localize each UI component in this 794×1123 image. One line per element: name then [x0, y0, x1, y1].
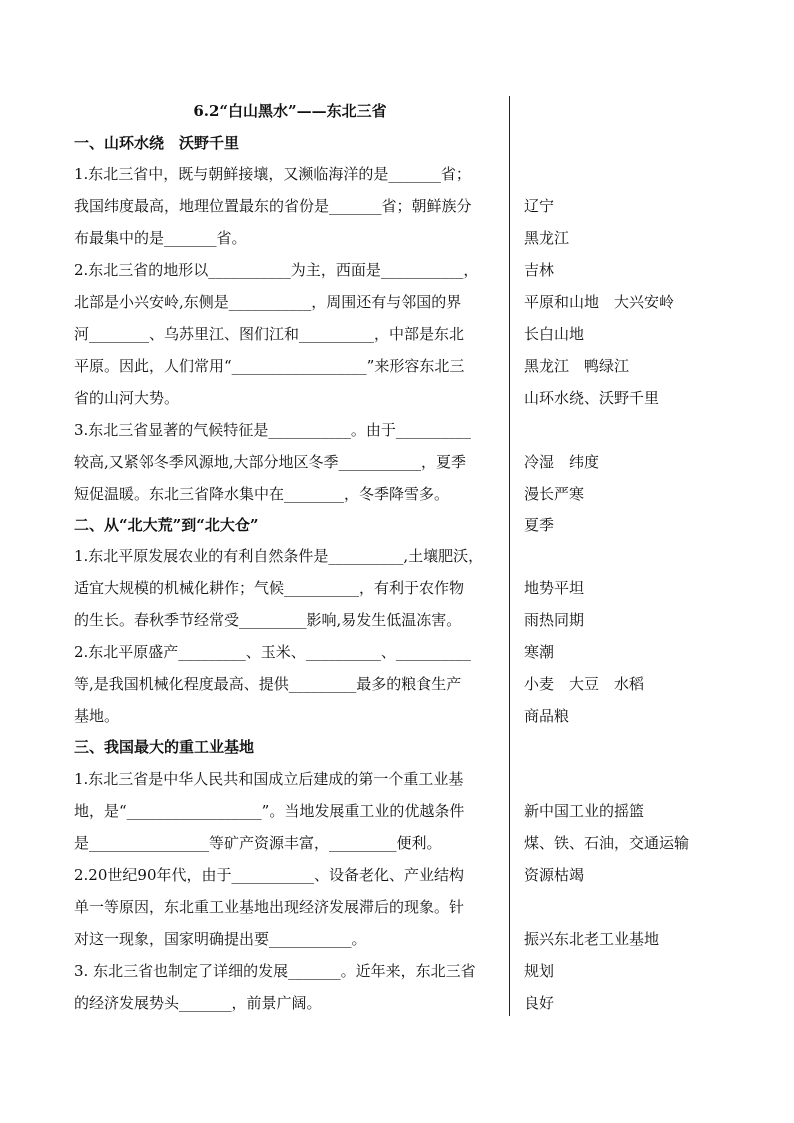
answer-item: 辽宁 [524, 197, 555, 215]
question-line: 1.东北三省是中华人民共和国成立后建成的第一个重工业基 [74, 770, 464, 788]
question-line: 2.20世纪90年代，由于___________、设备老化、产业结构 [74, 866, 464, 884]
section-heading-3: 三、我国最大的重工业基地 [74, 738, 255, 756]
answer-item: 夏季 [524, 516, 555, 534]
answer-item: 寒潮 [524, 643, 555, 661]
question-line: 3. 东北三省也制定了详细的发展_______。近年来，东北三省 [74, 962, 476, 980]
column-divider [509, 96, 510, 1016]
answer-item: 小麦 大豆 水稻 [524, 675, 645, 693]
question-line: 的生长。春秋季节经常受_________影响,易发生低温冻害。 [74, 611, 462, 629]
question-line: 我国纬度最高，地理位置最东的省份是_______省；朝鲜族分 [74, 197, 472, 215]
question-line: 1.东北三省中，既与朝鲜接壤，又濒临海洋的是_______省； [74, 165, 471, 183]
section-heading-2: 二、从“北大荒”到“北大仓” [74, 516, 259, 534]
answer-item: 吉林 [524, 261, 555, 279]
answer-item: 新中国工业的摇篮 [524, 802, 645, 820]
question-line: 短促温暖。东北三省降水集中在________，冬季降雪多。 [74, 485, 450, 503]
question-line: 省的山河大势。 [74, 389, 180, 407]
question-line: 等,是我国机械化程度最高、提供_________最多的粮食生产 [74, 675, 462, 693]
answer-item: 黑龙江 [524, 229, 570, 247]
answer-item: 商品粮 [524, 707, 570, 725]
answer-item: 良好 [524, 994, 555, 1012]
question-line: 布最集中的是_______省。 [74, 229, 247, 247]
question-line: 地，是“__________________”。当地发展重工业的优越条件 [74, 802, 465, 820]
question-line: 2.东北三省的地形以___________为主，西面是___________， [74, 261, 479, 279]
question-line: 北部是小兴安岭,东侧是___________，周围还有与邻国的界 [74, 293, 462, 311]
answer-item: 冷湿 纬度 [524, 453, 600, 471]
answer-item: 雨热同期 [524, 611, 585, 629]
question-line: 平原。因此，人们常用“__________________”来形容东北三 [74, 357, 465, 375]
question-line: 基地。 [74, 707, 120, 725]
page-title: 6.2“白山黑水”——东北三省 [193, 102, 387, 120]
answer-item: 漫长严寒 [524, 485, 585, 503]
answer-item: 地势平坦 [524, 579, 585, 597]
question-line: 是________________等矿产资源丰富，_________便利。 [74, 834, 442, 852]
question-line: 河________、乌苏里江、图们江和__________，中部是东北 [74, 325, 465, 343]
answer-item: 振兴东北老工业基地 [524, 930, 660, 948]
answer-item: 规划 [524, 962, 555, 980]
question-line: 3.东北三省显著的气候特征是___________。由于__________ [74, 421, 471, 439]
question-line: 对这一现象，国家明确提出要___________。 [74, 930, 367, 948]
answer-item: 煤、铁、石油，交通运输 [524, 834, 690, 852]
question-line: 适宜大规模的机械化耕作；气候__________，有利于农作物 [74, 579, 465, 597]
question-line: 1.东北平原发展农业的有利自然条件是__________,土壤肥沃， [74, 547, 484, 565]
answer-item: 平原和山地 大兴安岭 [524, 293, 675, 311]
section-heading-1: 一、山环水绕 沃野千里 [74, 134, 240, 152]
answer-item: 山环水绕、沃野千里 [524, 389, 660, 407]
question-line: 较高,又紧邻冬季风源地,大部分地区冬季___________，夏季 [74, 453, 467, 471]
question-line: 的经济发展势头_______，前景广阔。 [74, 994, 322, 1012]
answer-item: 资源枯竭 [524, 866, 585, 884]
answer-item: 长白山地 [524, 325, 585, 343]
answer-item: 黑龙江 鸭绿江 [524, 357, 630, 375]
question-line: 2.东北平原盛产_________、玉米、__________、__________ [74, 643, 471, 661]
question-line: 单一等原因，东北重工业基地出现经济发展滞后的现象。针 [74, 898, 465, 916]
